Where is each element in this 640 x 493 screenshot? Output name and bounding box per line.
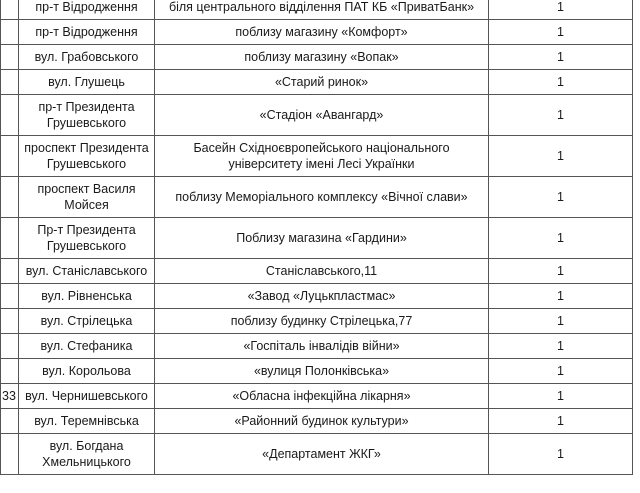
count-cell: 1 — [489, 177, 633, 218]
row-number-cell: 33 — [1, 384, 19, 409]
table-row — [1, 0, 633, 20]
place-cell: «вулиця Полонківська» — [155, 359, 489, 384]
street-cell: вул. Теремнівська — [19, 409, 155, 434]
street-cell: вул. Грабовського — [19, 45, 155, 70]
count-cell: 1 — [489, 259, 633, 284]
street-cell: Пр-т Президента Грушевського — [19, 218, 155, 259]
table-row — [1, 359, 633, 384]
place-cell: поблизу магазину «Комфорт» — [155, 20, 489, 45]
street-cell: вул. Стефаника — [19, 334, 155, 359]
street-cell: вул. Рівненська — [19, 284, 155, 309]
street-cell: пр-т Відродження — [19, 0, 155, 20]
table-row — [1, 284, 633, 309]
count-cell: 1 — [489, 70, 633, 95]
row-number-cell — [1, 434, 19, 475]
row-number-cell — [1, 309, 19, 334]
row-number-cell — [1, 70, 19, 95]
place-cell: поблизу Меморіального комплексу «Вічної слави» — [155, 177, 489, 218]
row-number-cell — [1, 45, 19, 70]
row-number-cell — [1, 95, 19, 136]
street-cell: вул. Станіславського — [19, 259, 155, 284]
row-number-cell — [1, 359, 19, 384]
place-cell: «Районний будинок культури» — [155, 409, 489, 434]
count-cell: 1 — [489, 218, 633, 259]
row-number-cell — [1, 177, 19, 218]
table-row — [1, 434, 633, 475]
table-row — [1, 177, 633, 218]
place-cell: Басейн Східноєвропейського національного університету імені Лесі Українки — [155, 136, 489, 177]
place-cell: поблизу магазину «Вопак» — [155, 45, 489, 70]
row-number-cell — [1, 409, 19, 434]
place-cell: Поблизу магазина «Гардини» — [155, 218, 489, 259]
table-row — [1, 95, 633, 136]
count-cell: 1 — [489, 0, 633, 20]
count-cell: 1 — [489, 334, 633, 359]
place-cell: Станіславського,11 — [155, 259, 489, 284]
street-cell: проспект Президента Грушевського — [19, 136, 155, 177]
table-row — [1, 70, 633, 95]
street-cell: вул. Богдана Хмельницького — [19, 434, 155, 475]
row-number-cell — [1, 334, 19, 359]
row-number-cell — [1, 284, 19, 309]
count-cell: 1 — [489, 434, 633, 475]
table-row — [1, 20, 633, 45]
row-number-cell — [1, 0, 19, 20]
count-cell: 1 — [489, 409, 633, 434]
table-row — [1, 409, 633, 434]
count-cell: 1 — [489, 359, 633, 384]
row-number-cell — [1, 20, 19, 45]
table-row — [1, 45, 633, 70]
place-cell: «Обласна інфекційна лікарня» — [155, 384, 489, 409]
count-cell: 1 — [489, 20, 633, 45]
table-row — [1, 136, 633, 177]
count-cell: 1 — [489, 95, 633, 136]
place-cell: «Завод «Луцькпластмас» — [155, 284, 489, 309]
count-cell: 1 — [489, 45, 633, 70]
street-cell: вул. Чернишевського — [19, 384, 155, 409]
street-cell: пр-т Відродження — [19, 20, 155, 45]
place-cell: поблизу будинку Стрілецька,77 — [155, 309, 489, 334]
table-row — [1, 334, 633, 359]
street-cell: вул. Стрілецька — [19, 309, 155, 334]
count-cell: 1 — [489, 284, 633, 309]
table-row — [1, 218, 633, 259]
street-cell: проспект Василя Мойсея — [19, 177, 155, 218]
count-cell: 1 — [489, 309, 633, 334]
street-cell: пр-т Президента Грушевського — [19, 95, 155, 136]
table-row — [1, 384, 633, 409]
street-cell: вул. Корольова — [19, 359, 155, 384]
place-cell: «Стадіон «Авангард» — [155, 95, 489, 136]
row-number-cell — [1, 259, 19, 284]
place-cell: «Госпіталь інвалідів війни» — [155, 334, 489, 359]
place-cell: «Старий ринок» — [155, 70, 489, 95]
street-cell: вул. Глушець — [19, 70, 155, 95]
row-number-cell — [1, 218, 19, 259]
place-cell: «Департамент ЖКГ» — [155, 434, 489, 475]
count-cell: 1 — [489, 136, 633, 177]
place-cell: біля центрального відділення ПАТ КБ «ПриватБанк» — [155, 0, 489, 20]
row-number-cell — [1, 136, 19, 177]
table-row — [1, 309, 633, 334]
table-row — [1, 259, 633, 284]
count-cell: 1 — [489, 384, 633, 409]
